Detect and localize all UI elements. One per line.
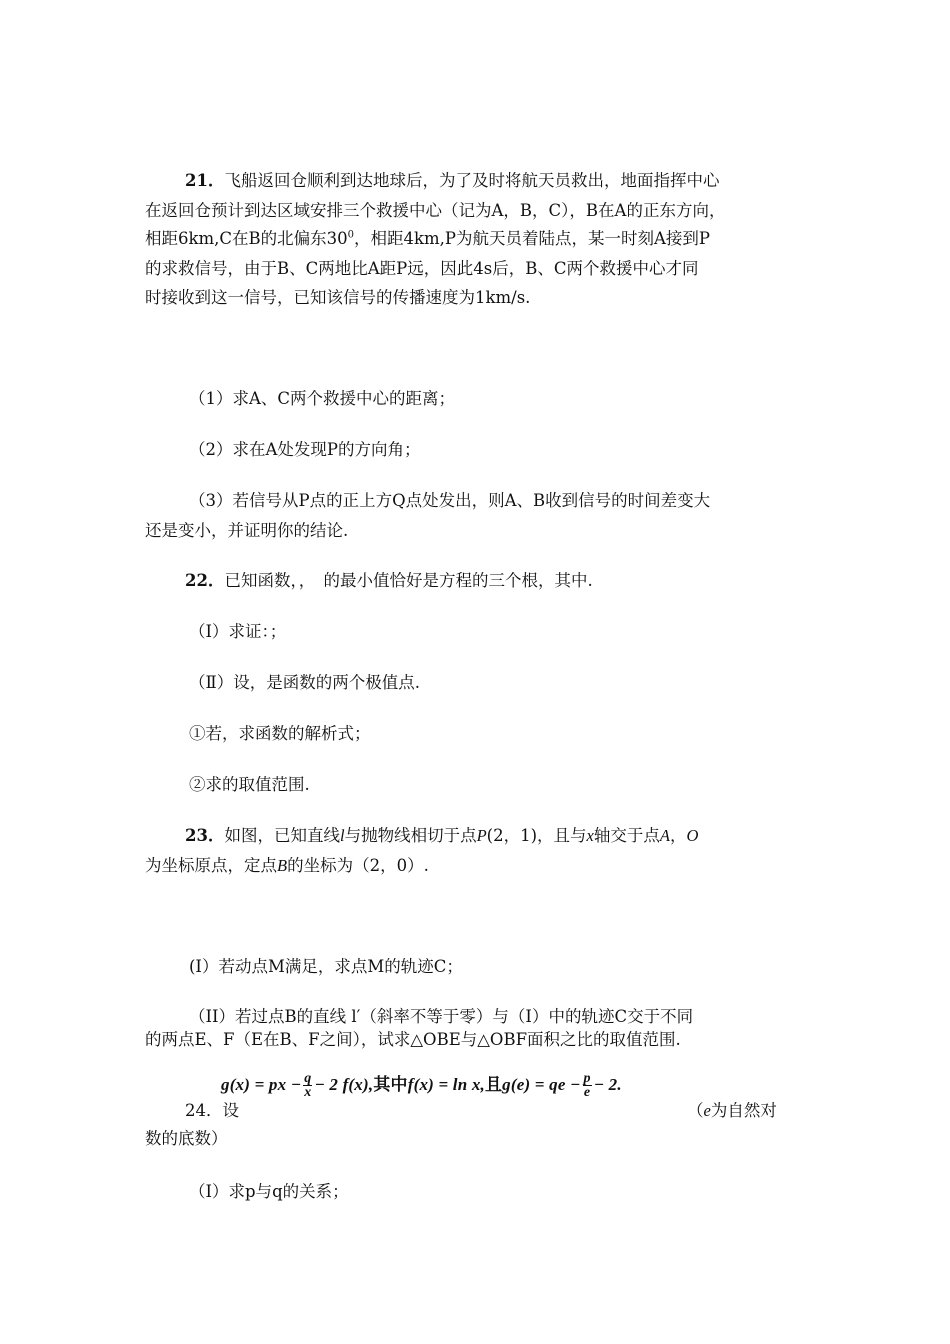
q24-frac-num-q: q [304, 1071, 312, 1086]
q23-line1-c: (2，1)，且与 [486, 826, 587, 845]
q22-sub2a-text: ①若，求函数的解析式； [189, 724, 371, 743]
q24-frac-den-x: x [304, 1085, 312, 1100]
q24-formula-mid: − 2 f(x), [314, 1075, 374, 1094]
q22-text: 已知函数，， 的最小值恰好是方程的三个根，其中. [224, 571, 593, 590]
q23-var-x: x [586, 826, 594, 845]
q23-line2 [145, 851, 810, 881]
q24-tail-b: 为自然对 [710, 1101, 777, 1120]
q23-sub1 [145, 952, 810, 982]
q24-formula-ge: g(e) = qe − [502, 1075, 581, 1094]
q24-line2 [145, 1124, 810, 1154]
q24-frac-den-e: e [583, 1085, 591, 1100]
q23-number: 23． [185, 826, 225, 845]
q24-sub1 [145, 1177, 810, 1207]
q21-sub3-line2 [145, 516, 810, 546]
q21-line5-text: 时接收到这一信号，已知该信号的传播速度为1km/s. [145, 288, 531, 307]
q21-sub3-line1 [145, 486, 810, 516]
q21-sub2 [145, 435, 810, 465]
q21-sub2-text: （2）求在A处发现P的方向角； [189, 440, 421, 459]
q22-number: 22． [185, 571, 225, 590]
q23-line1-b: 与抛物线相切于点 [344, 826, 477, 845]
q21-sub3-line2-text: 还是变小，并证明你的结论. [145, 521, 349, 540]
q23-line2-b: 的坐标为（2，0）. [287, 856, 429, 875]
q24-tail-a: （ [687, 1101, 704, 1120]
q21-line5 [145, 283, 810, 313]
q21-line2-text: 在返回仓预计到达区域安排三个救援中心（记为A，B，C），B在A的正东方向， [145, 201, 726, 220]
q23-sub2-line2-text: 的两点E、F（E在B、F之间），试求△OBE与△OBF面积之比的取值范围. [145, 1030, 681, 1049]
q24-number: 24． [185, 1101, 223, 1120]
q21-line4-text: 的求救信号，由于B、C两地比A距P远，因此4s后，B、C两个救援中心才同 [145, 259, 699, 278]
q21-line3-a: 相距6km,C在B的北偏东30 [145, 229, 348, 248]
q23-line1-d: 轴交于点 [593, 826, 660, 845]
q21-sub1-text: （1）求A、C两个救援中心的距离； [189, 389, 456, 408]
q21-line3-b: ，相距4km,P为航天员着陆点，某一时刻A接到P [354, 229, 711, 248]
q24-sub1-text: （I）求p与q的关系； [189, 1182, 349, 1201]
q21-degree-sup: 0 [347, 229, 355, 241]
q22-sub2-text: （Ⅱ）设，是函数的两个极值点. [189, 673, 420, 692]
q23-line1-e: ， [669, 826, 687, 845]
q24-formula-line [185, 1072, 825, 1099]
q23-line1-a: 如图，已知直线 [224, 826, 340, 845]
q23-var-l: l [339, 826, 345, 845]
q22-sub2 [145, 668, 810, 698]
q21-line1: 飞船返回仓顺利到达地球后，为了及时将航天员救出，地面指挥中心 [224, 171, 720, 190]
q21-sub3-line1-text: （3）若信号从P点的正上方Q点处发出，则A、B收到信号的时间差变大 [189, 491, 711, 510]
q23-var-A: A [659, 826, 670, 845]
q21-line2 [145, 196, 810, 226]
q21-line3 [145, 224, 810, 254]
q22-sub1-text: （Ⅰ）求证：； [189, 622, 287, 641]
q23-sub2-line1-text: （II）若过点B的直线 l′（斜率不等于零）与（I）中的轨迹C交于不同 [189, 1007, 694, 1026]
q24-formula-cn1: 其中 [373, 1075, 408, 1094]
q24-formula-g: g(x) = px − [221, 1075, 302, 1094]
q22-sub1 [145, 617, 810, 647]
q22-sub2a [145, 719, 810, 749]
q24-var-e: e [703, 1101, 711, 1120]
q24-formula-end: − 2. [593, 1075, 622, 1094]
q24-formula-fx: f(x) = ln x, [407, 1075, 485, 1094]
q24-paragraph [145, 1096, 810, 1126]
q21-number: 21． [185, 171, 225, 190]
q24-frac-p-over-e [583, 1072, 592, 1099]
q22-paragraph [145, 566, 810, 596]
q23-var-O: O [686, 826, 699, 845]
q21-line4 [145, 254, 810, 284]
q24-frac-num-p: p [583, 1071, 591, 1086]
q22-sub2b [145, 770, 810, 800]
q23-line2-a: 为坐标原点，定点 [145, 856, 277, 875]
q24-frac-q-over-x [303, 1072, 312, 1099]
q22-sub2b-text: ②求的取值范围. [189, 775, 310, 794]
q24-formula-cn2: 且 [484, 1075, 503, 1094]
q21-paragraph [145, 166, 810, 196]
q23-paragraph [145, 821, 810, 851]
q24-line2-text: 数的底数） [145, 1129, 228, 1148]
q23-var-B: B [277, 856, 288, 875]
q24-lead: 设 [222, 1101, 239, 1120]
q21-sub1 [145, 384, 810, 414]
q23-sub1-text: (I）若动点M满足，求点M的轨迹C； [189, 957, 463, 976]
q23-var-P: P [476, 826, 487, 845]
q23-sub2-line2 [145, 1025, 810, 1055]
